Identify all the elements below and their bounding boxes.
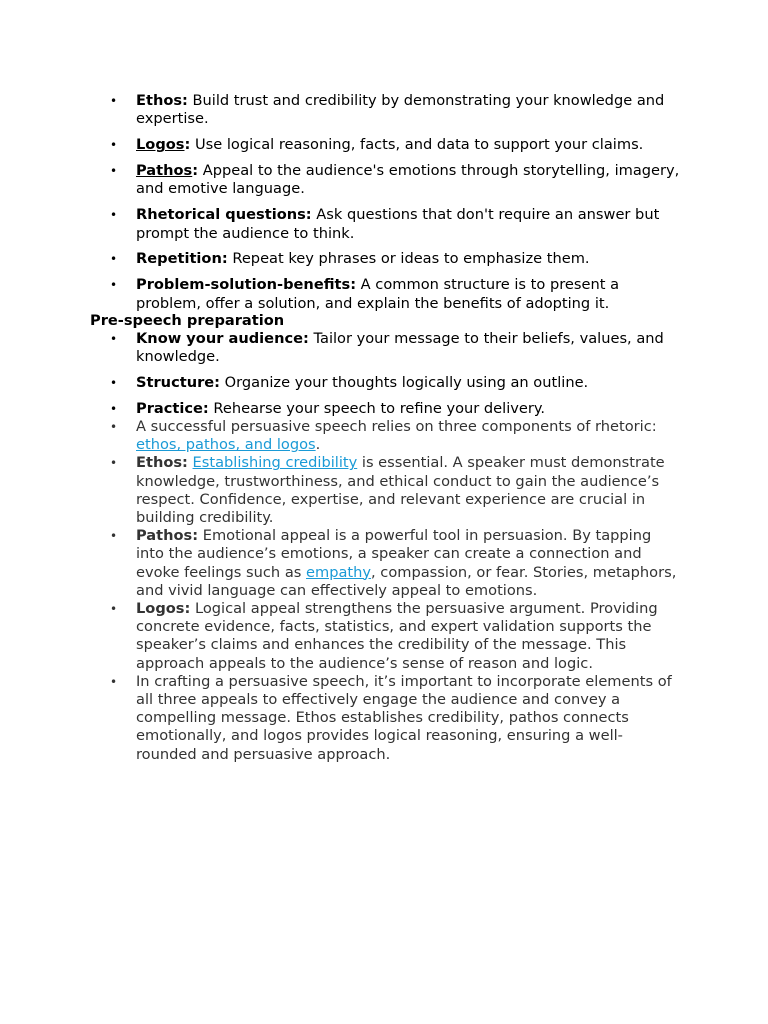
bullet-glyph: • [110,252,118,267]
bullet-glyph: • [110,94,118,108]
bullet-glyph: • [110,208,118,223]
item-text: Appeal to the audience's emotions through storytelling, imagery, and emotive language. [136,162,680,198]
item-text: Build trust and credibility by demonstrating your knowledge and expertise. [136,92,665,128]
list-item [0,92,768,129]
hyperlink[interactable]: Establishing credibility [192,454,358,472]
list-item [0,527,768,600]
term-label: Ethos: [136,454,188,472]
bullet-glyph: • [110,529,118,544]
term-label: Repetition: [136,250,228,268]
rhetoric-components-list [0,418,768,764]
term-label: Structure: [136,374,221,392]
term-label: Logos: [136,600,191,618]
bullet-glyph: • [110,376,118,391]
bullet-glyph: • [110,602,118,617]
term-label: Practice: [136,400,209,418]
hyperlink[interactable]: ethos, pathos, and logos [136,436,316,454]
term-underlined: Pathos [136,162,193,180]
list-item [0,374,768,392]
list-item [0,454,768,527]
item-text: Tailor your message to their beliefs, values, and knowledge. [136,330,664,366]
item-text: Rehearse your speech to refine your delivery. [208,400,546,418]
list-item [0,276,768,313]
item-text: . [315,436,321,454]
list-item [0,330,768,367]
list-item [0,250,768,268]
bullet-glyph: • [110,456,118,471]
term-label: Logos: [136,136,191,154]
list-item [0,206,768,243]
term-label: Pathos: [136,527,199,545]
term-label: Rhetorical questions: [136,206,312,224]
bullet-glyph: • [110,402,118,417]
item-text: Emotional appeal is a powerful tool in persuasion. By tapping into the audience’s emotions, a speaker can create a connection and evoke feelings such as [136,527,652,581]
item-text: In crafting a persuasive speech, it’s important to incorporate elements of all three appeals to effectively engage the audience and convey a compelling message. Ethos establishes credibility, pathos connects emotionally, and logos provides logical reasoning, ensuring a well-rounded and persuasive approach. [136,672,672,763]
bullet-glyph: • [110,332,118,346]
bullet-glyph: • [110,138,118,153]
pre-speech-list [0,330,768,426]
term-label: Know your audience: [136,330,309,347]
term-underlined: Logos [136,136,185,154]
item-text: A successful persuasive speech relies on three components of rhetoric: [136,418,657,435]
list-item [0,400,768,418]
list-item [0,418,768,454]
term-label: Problem-solution-benefits: [136,276,357,294]
term-label: Pathos: [136,162,199,180]
item-text: , compassion, or fear. Stories, metaphors, and vivid language can effectively appeal to emotions. [136,563,677,599]
bullet-glyph: • [110,674,118,689]
rhetoric-techniques-list [0,92,768,321]
item-text: Organize your thoughts logically using an outline. [220,374,589,392]
item-text: Logical appeal strengthens the persuasive argument. Providing concrete evidence, facts, statistics, and expert validation supports the speaker’s claims and enhances the credibility of the message. This approach appeals to the audience’s sense of reason and logic. [136,600,658,672]
list-item [0,673,768,764]
bullet-glyph: • [110,420,118,434]
list-item [0,600,768,673]
term-label: Ethos: [136,92,188,109]
section-heading-pre-speech: Pre-speech preparation [90,312,285,329]
item-text: Ask questions that don't require an answer but prompt the audience to think. [136,206,660,242]
item-text: is essential. A speaker must demonstrate knowledge, trustworthiness, and ethical conduct to gain the audience’s respect. Confidence, expertise, and relevant experience are crucial in building credibility. [136,454,665,527]
item-text: Use logical reasoning, facts, and data to support your claims. [190,136,644,154]
item-text: A common structure is to present a problem, offer a solution, and explain the benefits of adopting it. [136,276,620,312]
list-item [0,162,768,199]
list-item [0,136,768,154]
bullet-glyph: • [110,278,118,293]
hyperlink[interactable]: empathy [306,563,372,581]
bullet-glyph: • [110,164,118,179]
item-text: Repeat key phrases or ideas to emphasize them. [227,250,590,268]
